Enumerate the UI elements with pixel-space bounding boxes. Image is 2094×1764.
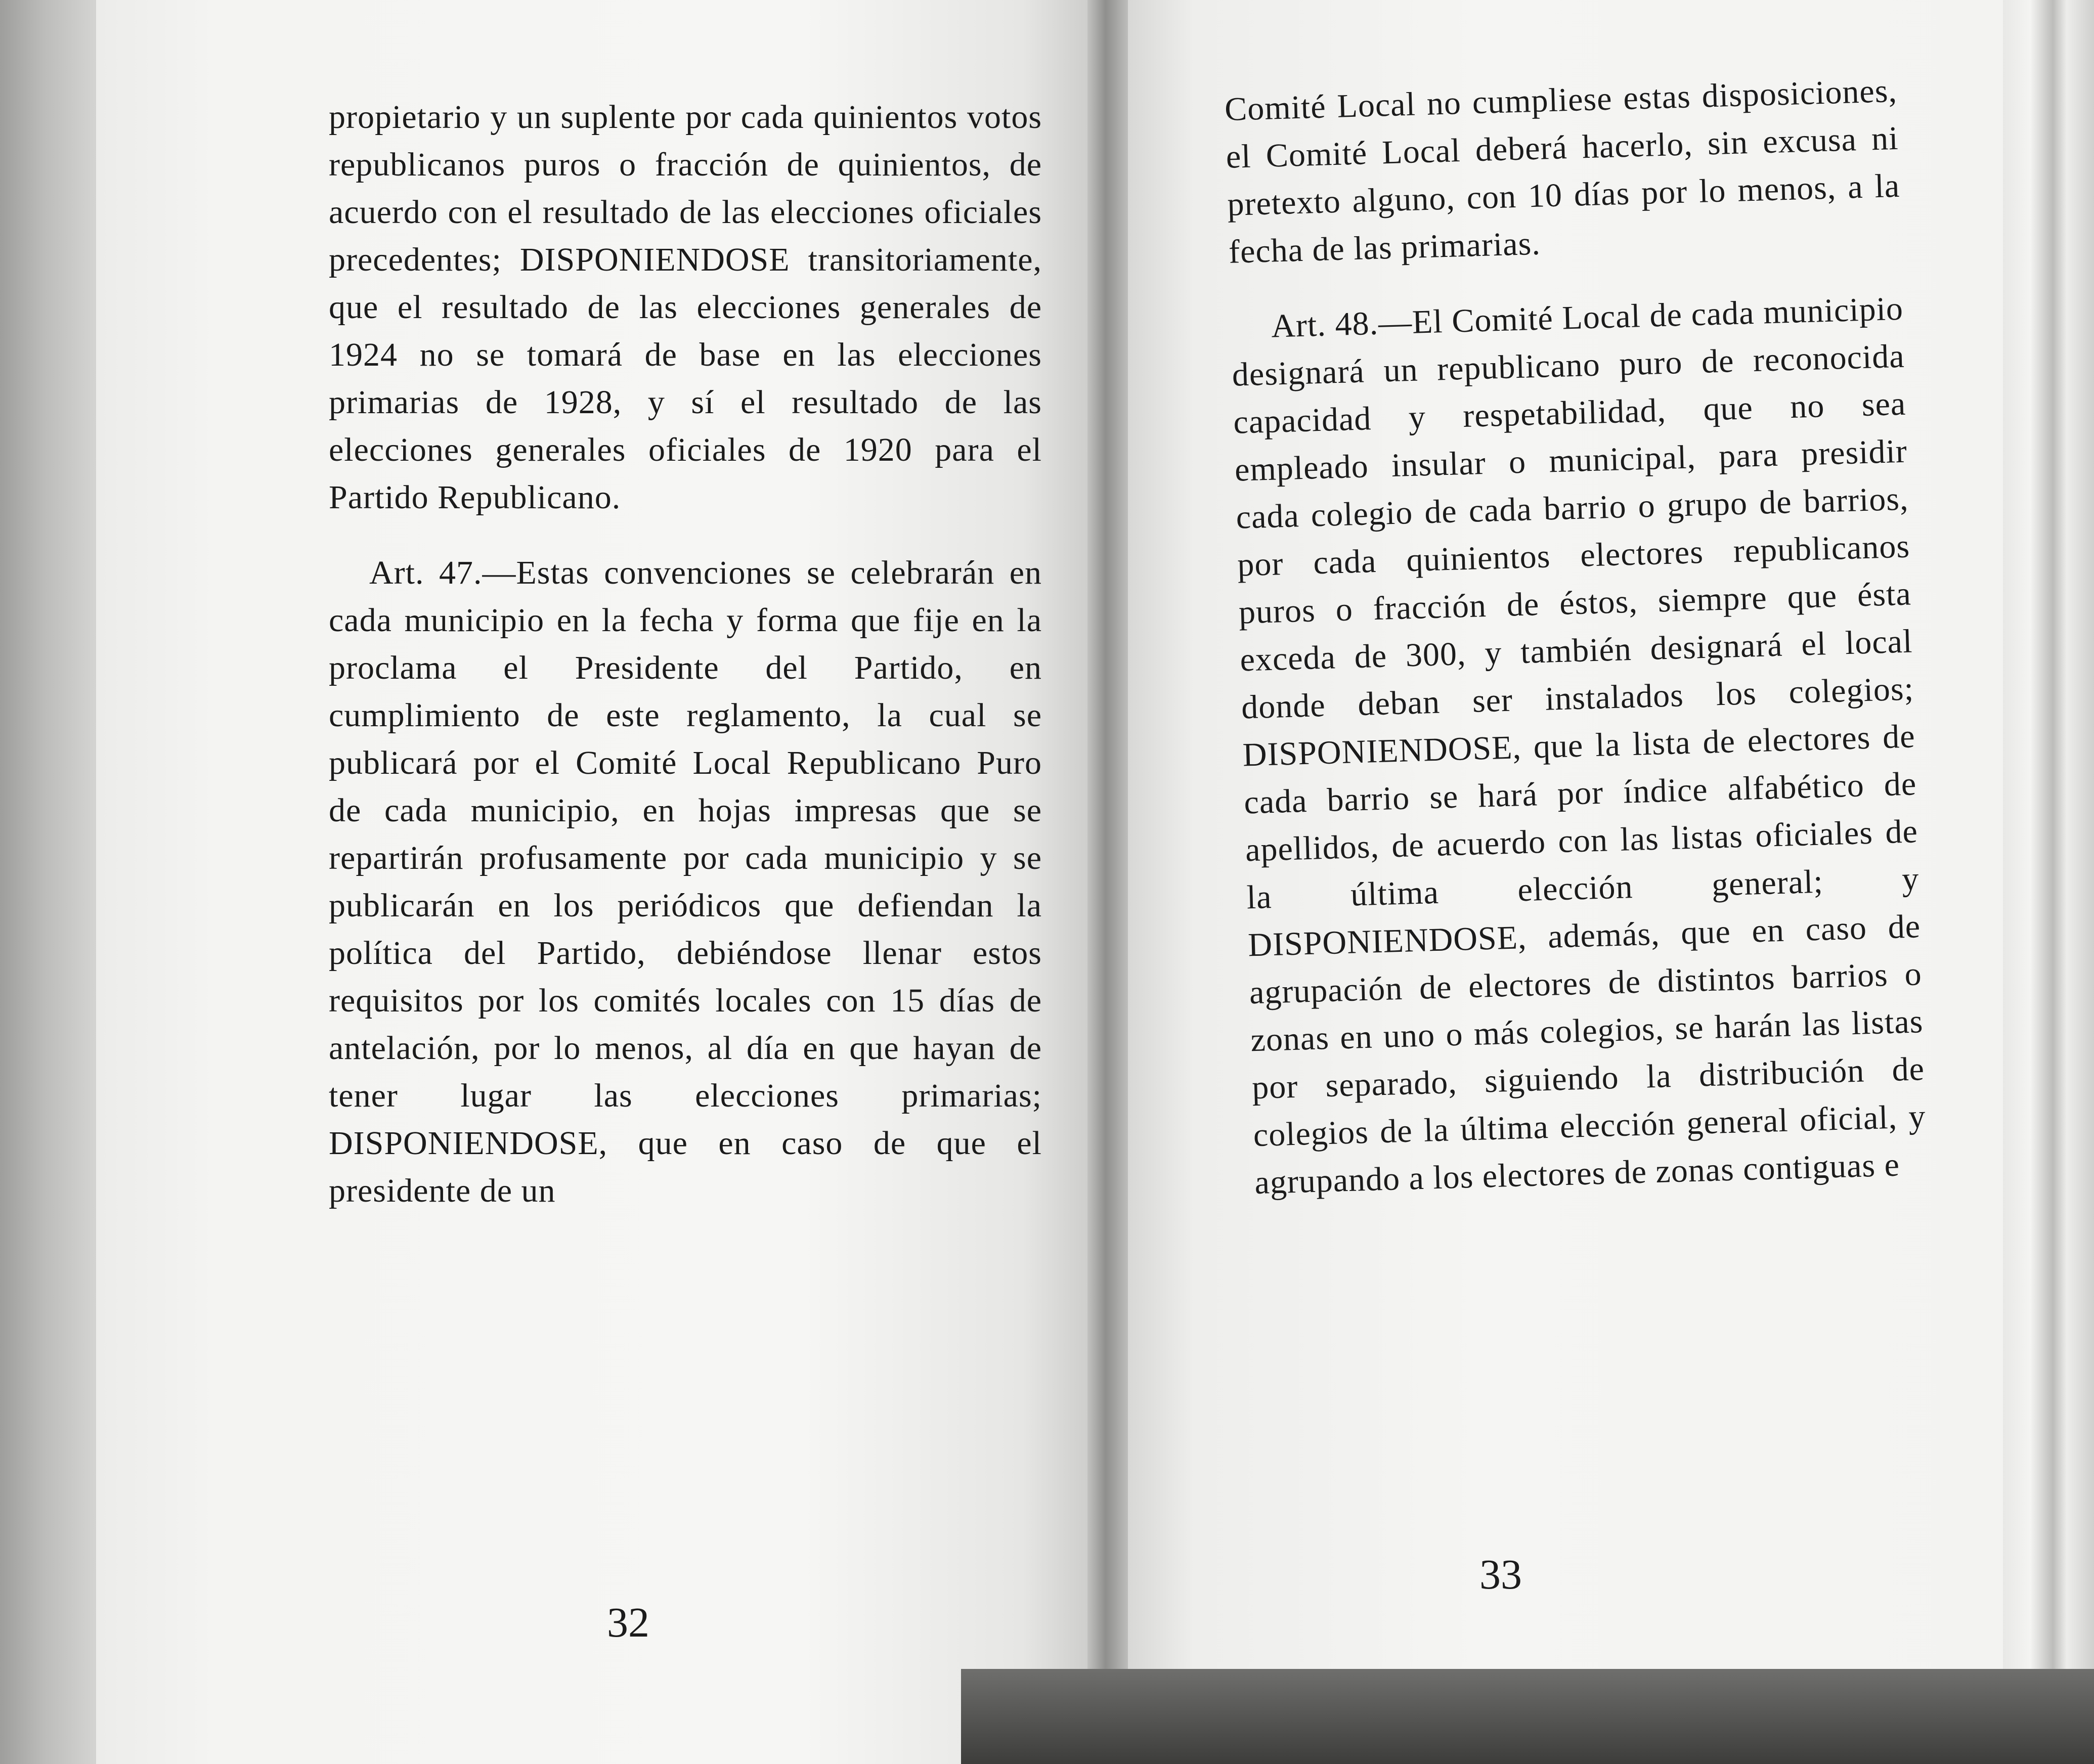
page-stack-edge	[2003, 0, 2094, 1764]
right-page-number: 33	[1479, 1551, 1522, 1598]
left-page-number: 32	[607, 1599, 649, 1646]
book-gutter	[1087, 0, 1128, 1764]
right-paragraph-art-48: Art. 48.—El Comité Local de cada municipio designará un republicano puro de reconocida capacidad y respetabilidad, que no sea empleado insular o municipal, para presidir cada colegio de cada barrio o grupo de barrios, por cada quinientos electores republicanos puros o fracción de éstos, siempre que ésta exceda de 300, y también designará el local donde deban ser instalados los colegios; DISPONIENDOSE, que la lista de electores de cada barrio se hará por índice alfabético de apellidos, de acuerdo con las listas oficiales de la última elección general; y DISPONIENDOSE, además, que en caso de agrupación de electores de distintos barrios o zonas en uno o más colegios, se harán las listas por separado, siguiendo la distribución de colegios de la última elección general oficial, y agrupando a los electores de zonas contiguas e	[1231, 290, 1927, 1202]
left-paragraph-1: propietario y un suplente por cada quinientos votos republicanos puros o fracción de quinientos, de acuerdo con el resultado de las elecciones oficiales precedentes; DISPONIENDOSE transitoriamente, que el resultado de las elecciones generales de 1924 no se tomará de base en las elecciones primarias de 1928, y sí el resultado de las elecciones generales oficiales de 1920 para el Partido Republicano.	[329, 99, 1042, 516]
right-paragraph-1: Comité Local no cumpliese estas disposiciones, el Comité Local deberá hacerlo, sin excusa ni pretexto alguno, con 10 días por lo menos, a la fecha de las primarias.	[1224, 72, 1901, 271]
bottom-shadow	[961, 1669, 2094, 1764]
right-page-text	[1224, 67, 1928, 1207]
left-paragraph-art-47: Art. 47.—Estas convenciones se celebrarán en cada municipio en la fecha y forma que fije en la proclama el Presidente del Partido, en cumplimiento de este reglamento, la cual se publicará por el Comité Local Republicano Puro de cada municipio, en hojas impresas que se repartirán profusamente por cada municipio y se publicarán en los periódicos que defiendan la política del Partido, debiéndose llenar estos requisitos por los comités locales con 15 días de antelación, por lo menos, al día en que hayan de tener lugar las elecciones primarias; DISPONIENDOSE, que en caso de que el presidente de un	[329, 554, 1042, 1209]
left-page-text	[329, 94, 1042, 1215]
